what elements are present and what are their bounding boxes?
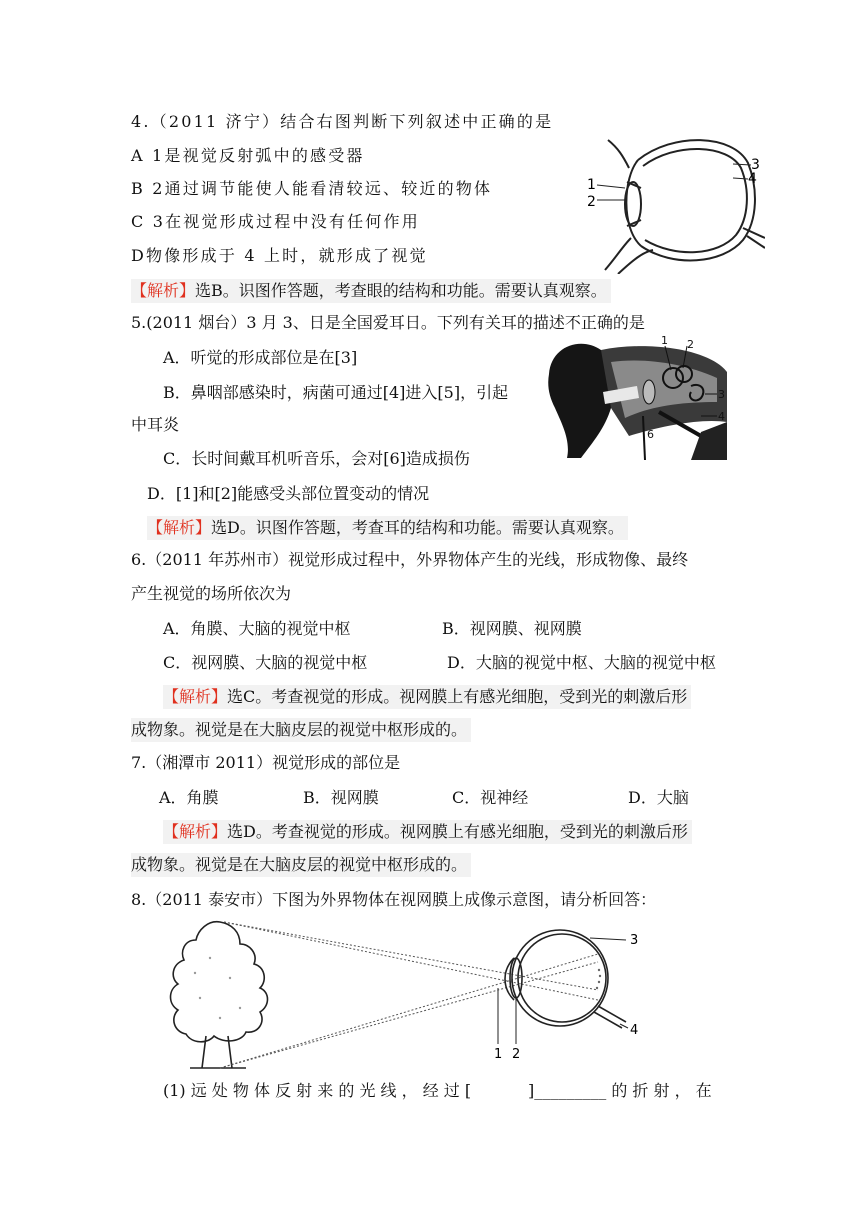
retina-image-formation-figure	[150, 918, 670, 1076]
q5-analysis	[147, 516, 628, 540]
analysis-text: 选D。考查视觉的形成。视网膜上有感光细胞，受到光的刺激后形	[227, 822, 688, 841]
q7-option-b: B．视网膜	[303, 788, 379, 807]
ear-label-1: 1	[661, 334, 668, 347]
eye-label-2: 2	[587, 194, 596, 210]
q4-stem: 4.（2011 济宁）结合右图判断下列叙述中正确的是	[131, 112, 554, 131]
analysis-tag: 【解析】	[147, 518, 212, 537]
q6-option-b: B．视网膜、视网膜	[442, 619, 582, 638]
q5-option-b-line2: 中耳炎	[131, 415, 180, 434]
q6-option-c: C．视网膜、大脑的视觉中枢	[163, 653, 368, 672]
eye2-label-1: 1	[494, 1047, 503, 1062]
q6-option-d: D．大脑的视觉中枢、大脑的视觉中枢	[447, 653, 716, 672]
q5-option-d: D．[1]和[2]能感受头部位置变动的情况	[147, 484, 430, 503]
ear-diagram-figure	[541, 332, 729, 460]
analysis-text: 选B。识图作答题，考查眼的结构和功能。需要认真观察。	[195, 281, 607, 300]
q4-option-b: B 2通过调节能使人能看清较远、较近的物体	[131, 179, 493, 198]
q6-analysis-line2: 成物象。视觉是在大脑皮层的视觉中枢形成的。	[131, 718, 471, 742]
q8-stem: 8.（2011 泰安市）下图为外界物体在视网膜上成像示意图，请分析回答：	[131, 890, 657, 909]
q4-option-d: D物像形成于 4 上时，就形成了视觉	[131, 246, 428, 265]
q7-option-a: A．角膜	[159, 788, 219, 807]
eye-diagram-figure	[583, 128, 765, 274]
ear-label-6: 6	[647, 428, 654, 441]
analysis-text: 选C。考查视觉的形成。视网膜上有感光细胞，受到光的刺激后形	[227, 687, 688, 706]
q5-stem: 5.(2011 烟台）3 月 3、日是全国爱耳日。下列有关耳的描述不正确的是	[131, 313, 645, 332]
q4-option-a: A 1是视觉反射弧中的感受器	[131, 146, 365, 165]
q4-analysis	[131, 279, 611, 303]
q5-option-a: A．听觉的形成部位是在[3]	[163, 348, 358, 367]
q7-option-c: C．视神经	[452, 788, 529, 807]
eye-label-3: 3	[751, 157, 760, 173]
eye-label-1: 1	[587, 177, 596, 193]
ear-label-3: 3	[718, 388, 725, 401]
analysis-tag: 【解析】	[131, 281, 196, 300]
q7-stem: 7.（湘潭市 2011）视觉形成的部位是	[131, 753, 401, 772]
q7-analysis-line2: 成物象。视觉是在大脑皮层的视觉中枢形成的。	[131, 853, 471, 877]
q8-sub1-part2: ]_________ 的 折 射 ， 在	[528, 1081, 712, 1100]
eye2-label-4: 4	[630, 1023, 639, 1038]
ear-label-5: 5	[675, 426, 682, 439]
ear-label-2: 2	[687, 338, 694, 351]
q7-analysis-line1	[163, 820, 692, 844]
q8-sub1-part1: (1) 远 处 物 体 反 射 来 的 光 线 ， 经 过 [	[163, 1081, 472, 1100]
q5-option-c: C．长时间戴耳机听音乐，会对[6]造成损伤	[163, 449, 470, 468]
analysis-tag: 【解析】	[163, 687, 228, 706]
q7-option-d: D．大脑	[628, 788, 689, 807]
eye-label-4: 4	[748, 171, 757, 187]
ear-label-4: 4	[718, 410, 725, 423]
q5-option-b-line1: B．鼻咽部感染时，病菌可通过[4]进入[5]，引起	[163, 383, 509, 402]
q4-option-c: C 3在视觉形成过程中没有任何作用	[131, 212, 420, 231]
analysis-tag: 【解析】	[163, 822, 228, 841]
q6-stem-line2: 产生视觉的场所依次为	[131, 584, 292, 603]
eye2-label-2: 2	[512, 1047, 521, 1062]
eye2-label-3: 3	[630, 933, 639, 948]
analysis-text: 选D。识图作答题，考查耳的结构和功能。需要认真观察。	[211, 518, 624, 537]
q6-stem-line1: 6.（2011 年苏州市）视觉形成过程中，外界物体产生的光线，形成物像、最终	[131, 550, 689, 569]
q6-analysis-line1	[163, 685, 691, 709]
q6-option-a: A．角膜、大脑的视觉中枢	[163, 619, 351, 638]
